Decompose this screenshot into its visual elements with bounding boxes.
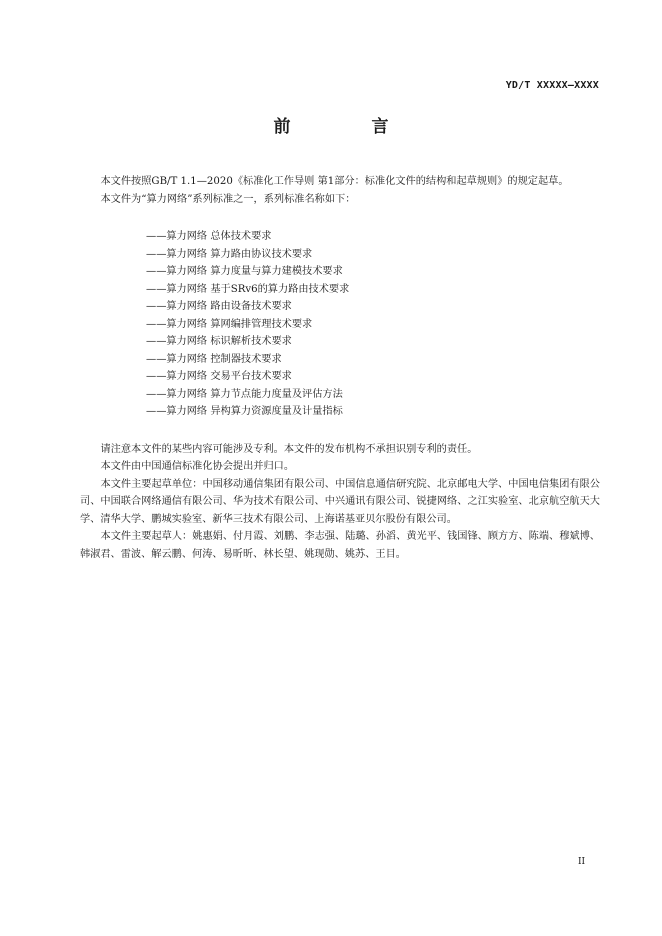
standard-number: YD/T XXXXX—XXXX [505,80,599,91]
page-number: II [578,857,586,867]
list-item: ——算力网络 算网编排管理技术要求 [146,318,313,330]
series-standards-list [146,228,600,421]
list-item: ——算力网络 算力节点能力度量及评估方法 [146,388,343,400]
list-item: ——算力网络 交易平台技术要求 [146,371,292,382]
list-item: ——算力网络 控制器技术要求 [146,353,282,365]
paragraph-scope: 本文件按照GB/T 1.1—2020《标准化工作导则 第1部分：标准化文件的结构和起草规则》的规定起草。 [100,176,569,187]
page-title: 前 言 [273,117,421,137]
paragraph-drafting-units: 本文件主要起草单位：中国移动通信集团有限公司、中国信息通信研究院、北京邮电大学、中国电信集团有限公司、中国联合网络通信有限公司、华为技术有限公司、中兴通讯有限公司、锐捷网络、之江实验室、北京航空航天大学、清华大学、鹏城实验室、新华三技术有限公司、上海诺基亚贝尔股份有限公司。 [80,478,600,525]
list-item: ——算力网络 异构算力资源度量及计量指标 [146,406,343,417]
document-body [80,173,600,563]
paragraph-proposer: 本文件由中国通信标准化协会提出并归口。 [100,461,295,472]
list-item: ——算力网络 算力度量与算力建模技术要求 [146,266,343,277]
list-item: ——算力网络 路由设备技术要求 [146,301,292,312]
paragraph-series-intro: 本文件为“算力网络”系列标准之一，系列标准名称如下： [100,193,356,205]
list-item: ——算力网络 总体技术要求 [146,231,272,242]
paragraph-patent-notice: 请注意本文件的某些内容可能涉及专利。本文件的发布机构不承担识别专利的责任。 [100,443,478,455]
list-item: ——算力网络 标识解析技术要求 [146,336,292,347]
paragraph-drafters: 本文件主要起草人：姚惠娟、付月霞、刘鹏、李志强、陆璐、孙滔、黄光平、钱国锋、顾方方、陈端、穆斌博、韩淑君、雷波、解云鹏、何涛、易昕昕、林长望、姚现勋、姚苏、王目。 [80,531,600,560]
list-item: ——算力网络 基于SRv6的算力路由技术要求 [146,283,350,295]
list-item: ——算力网络 算力路由协议技术要求 [146,248,313,260]
